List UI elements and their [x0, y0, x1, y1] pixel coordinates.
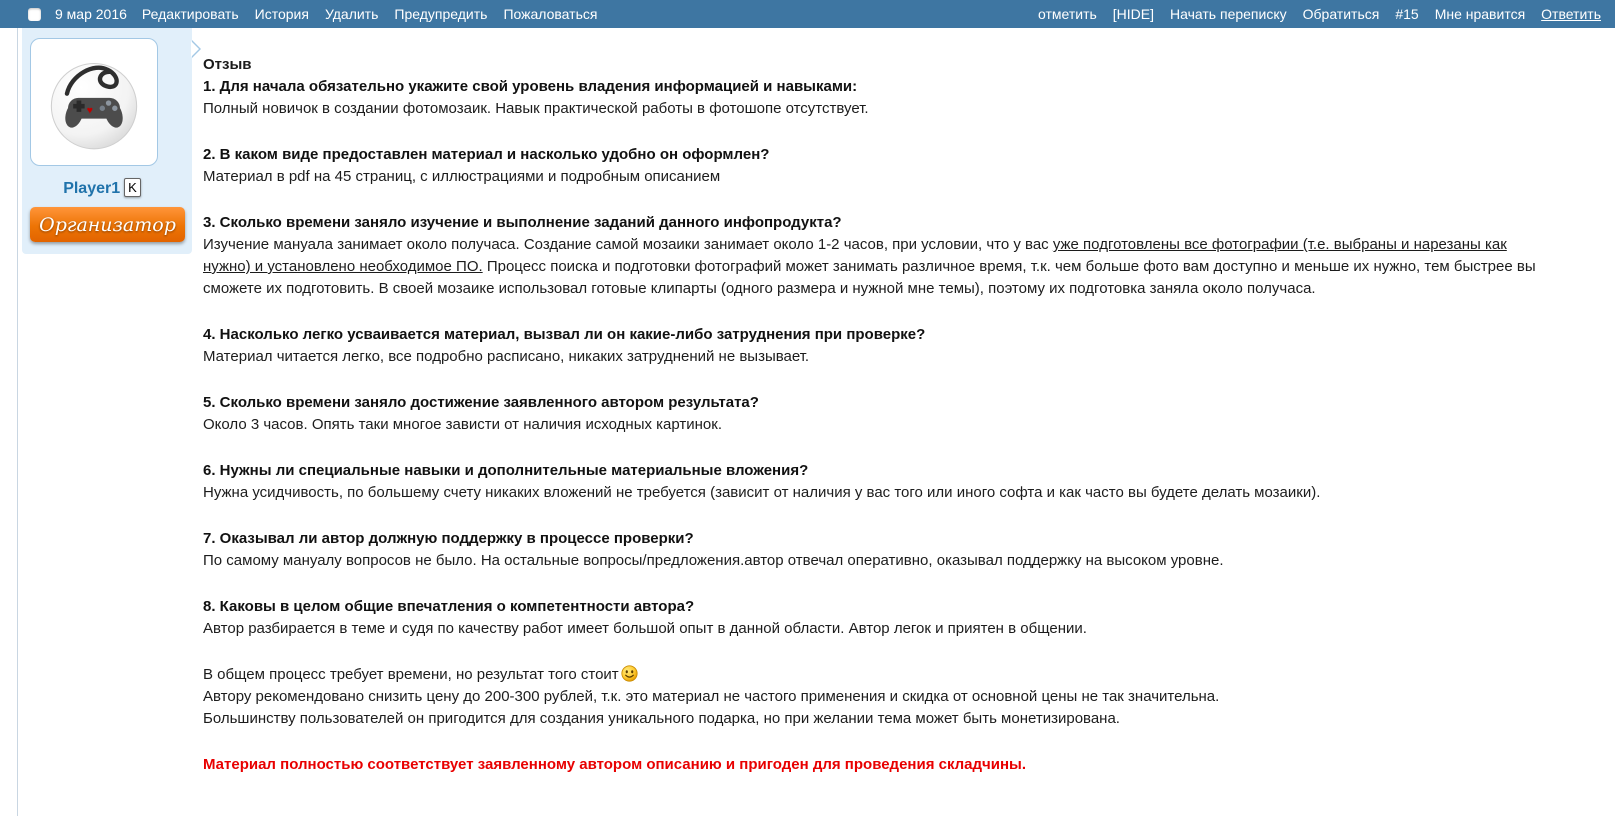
svg-text:♥: ♥ — [86, 105, 93, 117]
hide-tag-link[interactable]: [HIDE] — [1112, 6, 1155, 22]
page-container — [17, 28, 1615, 816]
delete-link[interactable]: Удалить — [324, 6, 379, 22]
post-content — [192, 28, 1615, 796]
post-number-link[interactable]: #15 — [1395, 6, 1419, 22]
user-avatar[interactable] — [30, 38, 158, 166]
mark-link[interactable]: отметить — [1038, 6, 1097, 22]
qa-block-2 — [203, 144, 1557, 188]
moderation-links — [142, 6, 598, 22]
closing-line-3: Большинству пользователей он пригодится для создания уникального подарка, но при желании тема может быть монетизирована. — [203, 710, 1120, 727]
verdict-line: Материал полностью соответствует заявленному автором описанию и пригоден для проведения складчины. — [203, 756, 1027, 773]
qa-block-8 — [203, 596, 1557, 640]
question-2: 2. В каком виде предоставлен материал и насколько удобно он оформлен? — [203, 146, 770, 163]
answer-5: Около 3 часов. Опять таки многое зависти от наличия исходных картинок. — [203, 416, 723, 433]
qa-block-1 — [203, 76, 1557, 120]
organizer-role-banner — [30, 207, 185, 242]
qa-block-5 — [203, 392, 1557, 436]
answer-3: Изучение мануала занимает около получаса. Создание самой мозаики занимает около 1-2 часов, при условии, что у вас уже подготовлены все фотографии (т.е. выбраны и нарезаны как нужно) и установлено необходимое ПО. Процесс поиска и подготовки фотографий может занимать различное время, т.к. чем больше фото вам доступно и меньше их нужно, тем быстрее вы сможете их подготовить. В своей мозаике использовал готовые клипарты (одного размера и нужной мне темы), поэтому их подготовка заняла около получаса. — [203, 236, 1536, 297]
answer-1: Полный новичок в создании фотомозаик. Навык практической работы в фотошопе отсутствует. — [203, 100, 869, 117]
role-banner-label: Организатор — [39, 213, 176, 236]
user-karma-badge[interactable]: K — [124, 178, 141, 197]
qa-block-6 — [203, 460, 1557, 504]
question-3: 3. Сколько времени заняло изучение и выполнение заданий данного инфопродукта? — [203, 214, 842, 231]
username-link[interactable]: Player1 — [63, 180, 121, 197]
closing-line-1: В общем процесс требует времени, но результат того стоит — [203, 664, 1557, 686]
reply-link[interactable]: Ответить — [1541, 6, 1601, 22]
history-link[interactable]: История — [254, 6, 309, 22]
warn-link[interactable]: Предупредить — [394, 6, 488, 22]
address-link[interactable]: Обратиться — [1302, 6, 1380, 22]
question-6: 6. Нужны ли специальные навыки и дополнительные материальные вложения? — [203, 462, 809, 479]
qa-block-7 — [203, 528, 1557, 572]
post-date: 9 мар 2016 — [55, 6, 127, 22]
question-5: 5. Сколько времени заняло достижение заявленного автором результата? — [203, 394, 759, 411]
question-1: 1. Для начала обязательно укажите свой уровень владения информацией и навыками: — [203, 78, 858, 95]
underlined-note: уже подготовлены все фотографии (т.е. выбраны и нарезаны как нужно) и установлено необходимое ПО. — [203, 236, 1507, 275]
post-action-links — [1038, 6, 1601, 22]
closing-remarks — [203, 664, 1557, 730]
answer-4: Материал читается легко, все подробно расписано, никаких затруднений не вызывает. — [203, 348, 810, 365]
moderation-bar — [0, 0, 1615, 28]
user-info-cell — [22, 28, 192, 254]
like-link[interactable]: Мне нравится — [1434, 6, 1526, 22]
question-4: 4. Насколько легко усваивается материал, вызвал ли он какие-либо затруднения при проверке? — [203, 326, 926, 343]
question-8: 8. Каковы в целом общие впечатления о компетентности автора? — [203, 598, 695, 615]
answer-2: Материал в pdf на 45 страниц, с иллюстрациями и подробным описанием — [203, 168, 721, 185]
closing-line-2: Автору рекомендовано снизить цену до 200-300 рублей, т.к. это материал не частого применения и скидка от основной цены не так значительна. — [203, 688, 1220, 705]
forum-post — [18, 28, 1615, 796]
edit-link[interactable]: Редактировать — [141, 6, 239, 22]
report-link[interactable]: Пожаловаться — [503, 6, 598, 22]
start-conversation-link[interactable]: Начать переписку — [1170, 6, 1287, 22]
answer-6: Нужна усидчивость, по большему счету никаких вложений не требуется (зависит от наличия у вас того или иного софта и как часто вы будете делать мозаики). — [203, 484, 1321, 501]
answer-8: Автор разбирается в теме и судя по качеству работ имеет большой опыт в данной области. Автор легок и приятен в общении. — [203, 620, 1087, 637]
answer-7: По самому мануалу вопросов не было. На остальные вопросы/предложения.автор отвечал оперативно, оказывал поддержку на высоком уровне. — [203, 552, 1224, 569]
username-row — [30, 178, 174, 198]
review-title: Отзыв — [203, 56, 252, 73]
qa-block-3 — [203, 212, 1557, 300]
qa-block-4 — [203, 324, 1557, 368]
question-7: 7. Оказывал ли автор должную поддержку в процессе проверки? — [203, 530, 694, 547]
post-select-checkbox[interactable] — [28, 8, 41, 21]
gamepad-avatar-icon — [42, 50, 146, 154]
grinning-smiley-icon — [621, 665, 638, 682]
